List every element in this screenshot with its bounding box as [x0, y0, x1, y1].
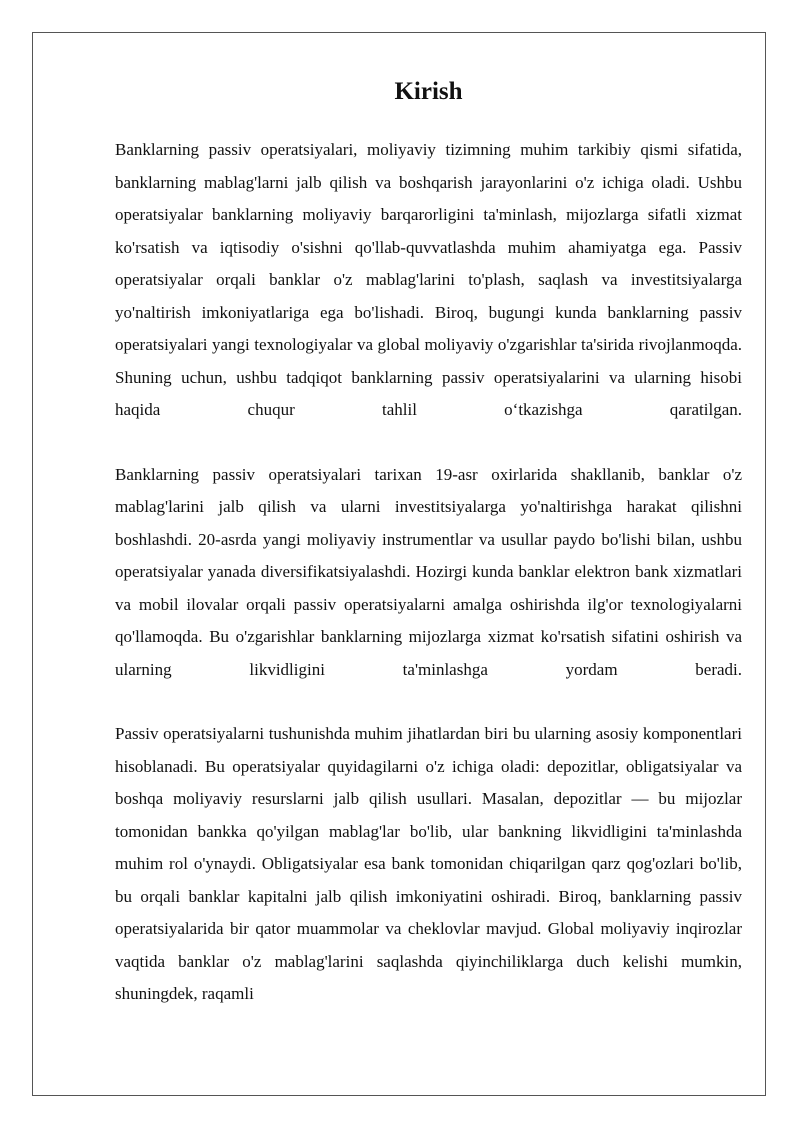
paragraph-1: Banklarning passiv operatsiyalari, moliyaviy tizimning muhim tarkibiy qismi sifatida, banklarning mablag'larni jalb qilish va boshqarish jarayonlarini o'z ichiga oladi. Ushbu operatsiyalar banklarning moliyaviy barqarorligini ta'minlash, mijozlarga sifatli xizmat ko'rsatish va iqtisodiy o'sishni qo'llab-quvvatlashda muhim ahamiyatga ega. Passiv operatsiyalar orqali banklar o'z mablag'larini to'plash, saqlash va investitsiyalarga yo'naltirish imkoniyatlariga ega bo'lishadi. Biroq, bugungi kunda banklarning passiv operatsiyalari yangi texnologiyalar va global moliyaviy o'zgarishlar ta'sirida rivojlanmoqda. Shuning uchun, ushbu tadqiqot banklarning passiv operatsiyalarini va ularning hisobi haqida chuqur tahlil o‘tkazishga qaratilgan. — [115, 140, 742, 419]
paragraph-2: Banklarning passiv operatsiyalari tarixan 19-asr oxirlarida shakllanib, banklar o'z mablag'larini jalb qilish va ularni investitsiyalarga yo'naltirishga harakat qilishni boshlashdi. 20-asrda yangi moliyaviy instrumentlar va usullar paydo bo'lishi bilan, ushbu operatsiyalar yanada diversifikatsiyalashdi. Hozirgi kunda banklar elektron bank xizmatlari va mobil ilovalar orqali passiv operatsiyalarni amalga oshirishda ilg'or texnologiyalarni qo'llamoqda. Bu o'zgarishlar banklarning mijozlarga xizmat ko'rsatish sifatini oshirish va ularning likvidligini ta'minlashga yordam beradi. — [115, 464, 742, 679]
paragraph-gap — [115, 686, 742, 718]
paragraph-gap — [115, 427, 742, 459]
title-block — [115, 70, 742, 114]
paragraph-3: Passiv operatsiyalarni tushunishda muhim jihatlardan biri bu ularning asosiy komponentlari hisoblanadi. Bu operatsiyalar quyidagilarni o'z ichiga oladi: depozitlar, obligatsiyalar va boshqa moliyaviy resurslarni jalb qilish usullari. Masalan, depozitlar — bu mijozlar tomonidan bankka qo'yilgan mablag'lar bo'lib, ular bankning likvidligini ta'minlashda muhim rol o'ynaydi. Obligatsiyalar esa bank tomonidan chiqarilgan qarz qog'ozlari bo'lib, bu orqali banklar kapitalni jalb qilish imkoniyatini oshiradi. Biroq, banklarning passiv operatsiyalarida bir qator muammolar va cheklovlar mavjud. Global moliyaviy inqirozlar vaqtida banklar o'z mablag'larini saqlashda qiyinchiliklarga duch kelishi mumkin, shuningdek, raqamli — [115, 724, 742, 1003]
document-body — [115, 70, 742, 1011]
document-title: Kirish — [394, 78, 463, 105]
